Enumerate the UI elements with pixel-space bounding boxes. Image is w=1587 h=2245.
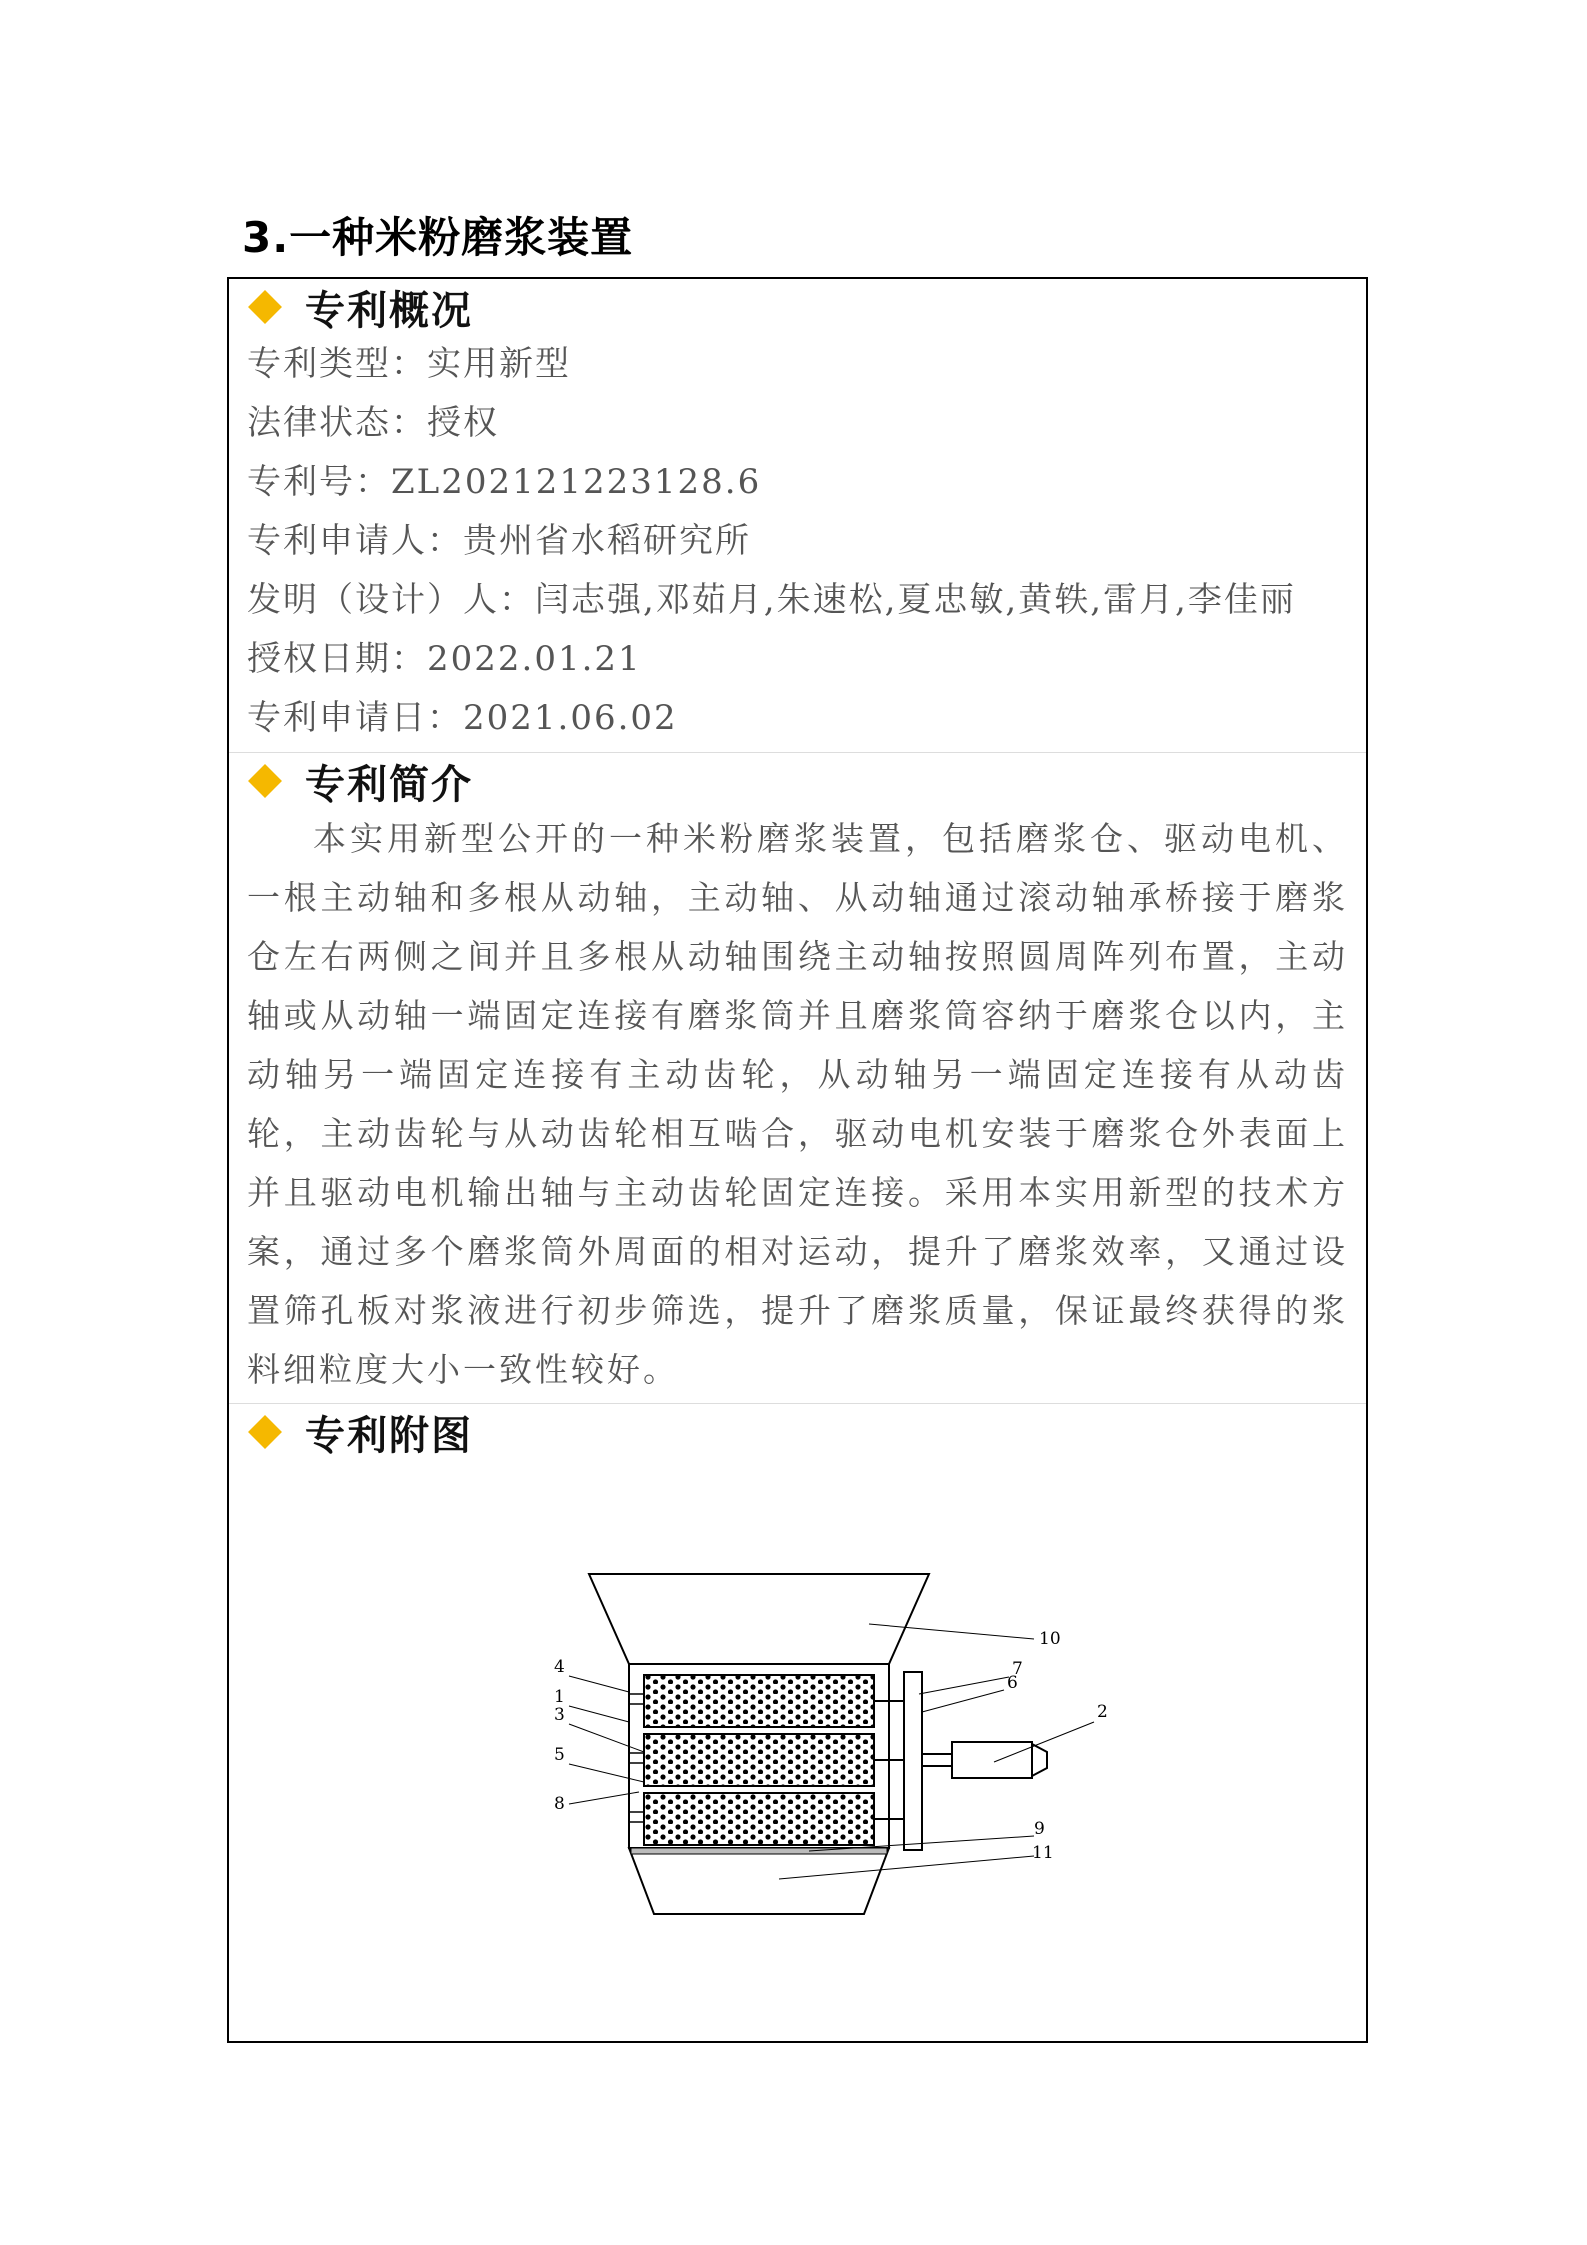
figure-header <box>229 1404 1366 1460</box>
label-11: 11 <box>1032 1843 1054 1863</box>
hopper <box>589 1574 929 1664</box>
label-4: 4 <box>554 1657 565 1677</box>
label-6: 6 <box>1007 1673 1018 1693</box>
label-9: 9 <box>1034 1819 1045 1839</box>
gear-plate <box>904 1672 922 1850</box>
overview-header <box>229 279 1366 335</box>
label-5: 5 <box>554 1745 565 1765</box>
sieve-plate <box>631 1848 887 1854</box>
grinding-cylinder <box>644 1734 874 1786</box>
legal-status: 法律状态：授权 <box>247 403 499 443</box>
overview-section <box>229 279 1366 748</box>
summary-header <box>229 753 1366 809</box>
document-title: 3.一种米粉磨浆装置 <box>242 213 634 262</box>
patent-drawing <box>479 1564 1289 2044</box>
figure-heading: 专利附图 <box>305 1411 473 1459</box>
patent-number: 专利号：ZL202121223128.6 <box>247 462 762 502</box>
patent-type: 专利类型：实用新型 <box>247 344 571 384</box>
overview-heading: 专利概况 <box>305 286 473 334</box>
application-date: 专利申请日：2021.06.02 <box>247 698 678 738</box>
grant-date: 授权日期：2022.01.21 <box>247 639 642 679</box>
label-10: 10 <box>1039 1629 1061 1649</box>
figure-section <box>229 1404 1366 1460</box>
summary-text: 本实用新型公开的一种米粉磨浆装置，包括磨浆仓、驱动电机、一根主动轴和多根从动轴，主动轴、从动轴通过滚动轴承桥接于磨浆仓左右两侧之间并且多根从动轴围绕主动轴按照圆周阵列布置，主动轴或从动轴一端固定连接有磨浆筒并且磨浆筒容纳于磨浆仓以内，主动轴另一端固定连接有主动齿轮，从动轴另一端固定连接有从动齿轮，主动齿轮与从动齿轮相互啮合，驱动电机安装于磨浆仓外表面上并且驱动电机输出轴与主动齿轮固定连接。采用本实用新型的技术方案，通过多个磨浆筒外周面的相对运动，提升了磨浆效率，又通过设置筛孔板对浆液进行初步筛选，提升了磨浆质量，保证最终获得的浆料细粒度大小一致性较好。 <box>247 819 1348 1389</box>
patent-info-table <box>227 277 1368 2043</box>
diamond-bullet-icon <box>248 290 282 324</box>
outlet <box>629 1848 889 1914</box>
label-1: 1 <box>554 1687 565 1707</box>
grinding-cylinder <box>644 1793 874 1845</box>
patent-applicant: 专利申请人：贵州省水稻研究所 <box>247 521 751 561</box>
diamond-bullet-icon <box>248 764 282 798</box>
diamond-bullet-icon <box>248 1415 282 1449</box>
label-7: 7 <box>1012 1659 1023 1679</box>
inventors: 发明（设计）人：闫志强,邓茹月,朱速松,夏忠敏,黄轶,雷月,李佳丽 <box>247 580 1296 620</box>
grinding-cylinder <box>644 1675 874 1727</box>
label-3: 3 <box>554 1705 565 1725</box>
summary-heading: 专利简介 <box>305 760 473 808</box>
label-2: 2 <box>1097 1702 1108 1722</box>
summary-section <box>229 753 1366 1399</box>
drive-motor <box>952 1742 1032 1778</box>
label-8: 8 <box>554 1794 565 1814</box>
